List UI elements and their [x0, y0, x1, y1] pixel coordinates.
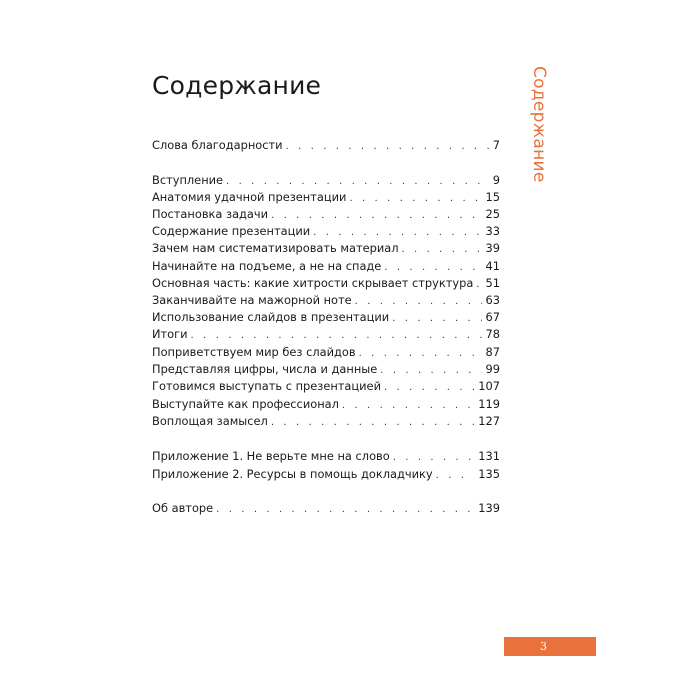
toc-entry [152, 466, 500, 483]
toc-entry [152, 189, 500, 206]
toc-entry [152, 137, 500, 154]
toc-entry-page: 87 [485, 345, 500, 359]
toc-entry-page: 51 [485, 276, 500, 290]
toc-entry [152, 172, 500, 189]
toc-entry-title: Выступайте как профессионал [152, 397, 339, 411]
toc-leader-dots [271, 207, 481, 224]
toc-leader-dots [392, 310, 481, 327]
toc-entry-page: 25 [485, 207, 500, 221]
toc-entry-title: Использование слайдов в презентации [152, 310, 390, 324]
toc-entry [152, 258, 500, 275]
toc-entry [152, 326, 500, 343]
toc-leader-dots [384, 259, 481, 276]
toc-leader-dots [271, 414, 474, 431]
toc-entry [152, 309, 500, 326]
toc-leader-dots [226, 173, 489, 190]
toc-leader-dots [393, 449, 475, 466]
toc-entry-title: Зачем нам систематизировать материал [152, 241, 399, 255]
toc-entry-title: Начинайте на подъеме, а не на спаде [152, 259, 382, 273]
toc-entry-page: 39 [485, 241, 500, 255]
toc-entry-page: 63 [485, 293, 500, 307]
toc-entry-title: Слова благодарности [152, 138, 283, 152]
toc-entry-title: Содержание презентации [152, 224, 311, 238]
toc-entry-page: 78 [485, 327, 500, 341]
toc-entry-page: 127 [478, 414, 500, 428]
toc-entry-title: Представляя цифры, числа и данные [152, 362, 378, 376]
toc-entry-page: 99 [485, 362, 500, 376]
toc-entry [152, 344, 500, 361]
toc-entry-page: 15 [485, 190, 500, 204]
toc-leader-dots [286, 138, 489, 155]
toc-entry [152, 361, 500, 378]
toc-entry-title: Воплощая замысел [152, 414, 268, 428]
toc-entry [152, 500, 500, 517]
footer-page-bar [504, 637, 596, 656]
toc-entry-title: Приложение 1. Не верьте мне на слово [152, 449, 390, 463]
toc-entry-title: Итоги [152, 327, 188, 341]
toc-entry-page: 41 [485, 259, 500, 273]
toc-entry-page: 9 [492, 173, 500, 187]
toc-entry-page: 131 [478, 449, 500, 463]
toc-entry-page: 33 [485, 224, 500, 238]
toc-entry [152, 240, 500, 257]
page-number: 3 [540, 640, 547, 653]
toc-entry-title: Готовимся выступать с презентацией [152, 379, 381, 393]
toc-leader-dots [436, 467, 475, 484]
toc-leader-dots [380, 362, 481, 379]
toc-leader-dots [216, 501, 474, 518]
toc-entry-title: Основная часть: какие хитрости скрывает структура [152, 276, 474, 290]
page-title: Содержание [152, 71, 322, 100]
toc-entry-page: 107 [478, 379, 500, 393]
toc-entry [152, 396, 500, 413]
toc-entry-page: 135 [478, 467, 500, 481]
toc-leader-dots [349, 190, 481, 207]
toc-leader-dots [402, 241, 482, 258]
toc-entry [152, 275, 500, 292]
toc-leader-dots [476, 276, 481, 293]
toc-entry-page: 7 [492, 138, 500, 152]
toc-entry-title: Заканчивайте на мажорной ноте [152, 293, 352, 307]
toc-entry [152, 378, 500, 395]
toc-entry [152, 448, 500, 465]
toc-entry [152, 223, 500, 240]
toc-leader-dots [313, 224, 481, 241]
toc-entry-page: 67 [485, 310, 500, 324]
toc-leader-dots [355, 293, 482, 310]
toc-entry [152, 292, 500, 309]
toc-leader-dots [359, 345, 482, 362]
toc-entry-title: Постановка задачи [152, 207, 269, 221]
toc-leader-dots [384, 379, 474, 396]
toc-entry-page: 119 [478, 397, 500, 411]
side-running-title: Содержание [529, 66, 549, 183]
toc-leader-dots [191, 327, 482, 344]
toc-entry [152, 206, 500, 223]
toc-entry-title: Вступление [152, 173, 224, 187]
toc-leader-dots [342, 397, 474, 414]
toc-entry-title: Поприветствуем мир без слайдов [152, 345, 356, 359]
toc-entry-title: Приложение 2. Ресурсы в помощь докладчику [152, 467, 433, 481]
toc-entry-title: Об авторе [152, 501, 214, 515]
toc-entry [152, 413, 500, 430]
toc-entry-page: 139 [478, 501, 500, 515]
toc-entry-title: Анатомия удачной презентации [152, 190, 347, 204]
